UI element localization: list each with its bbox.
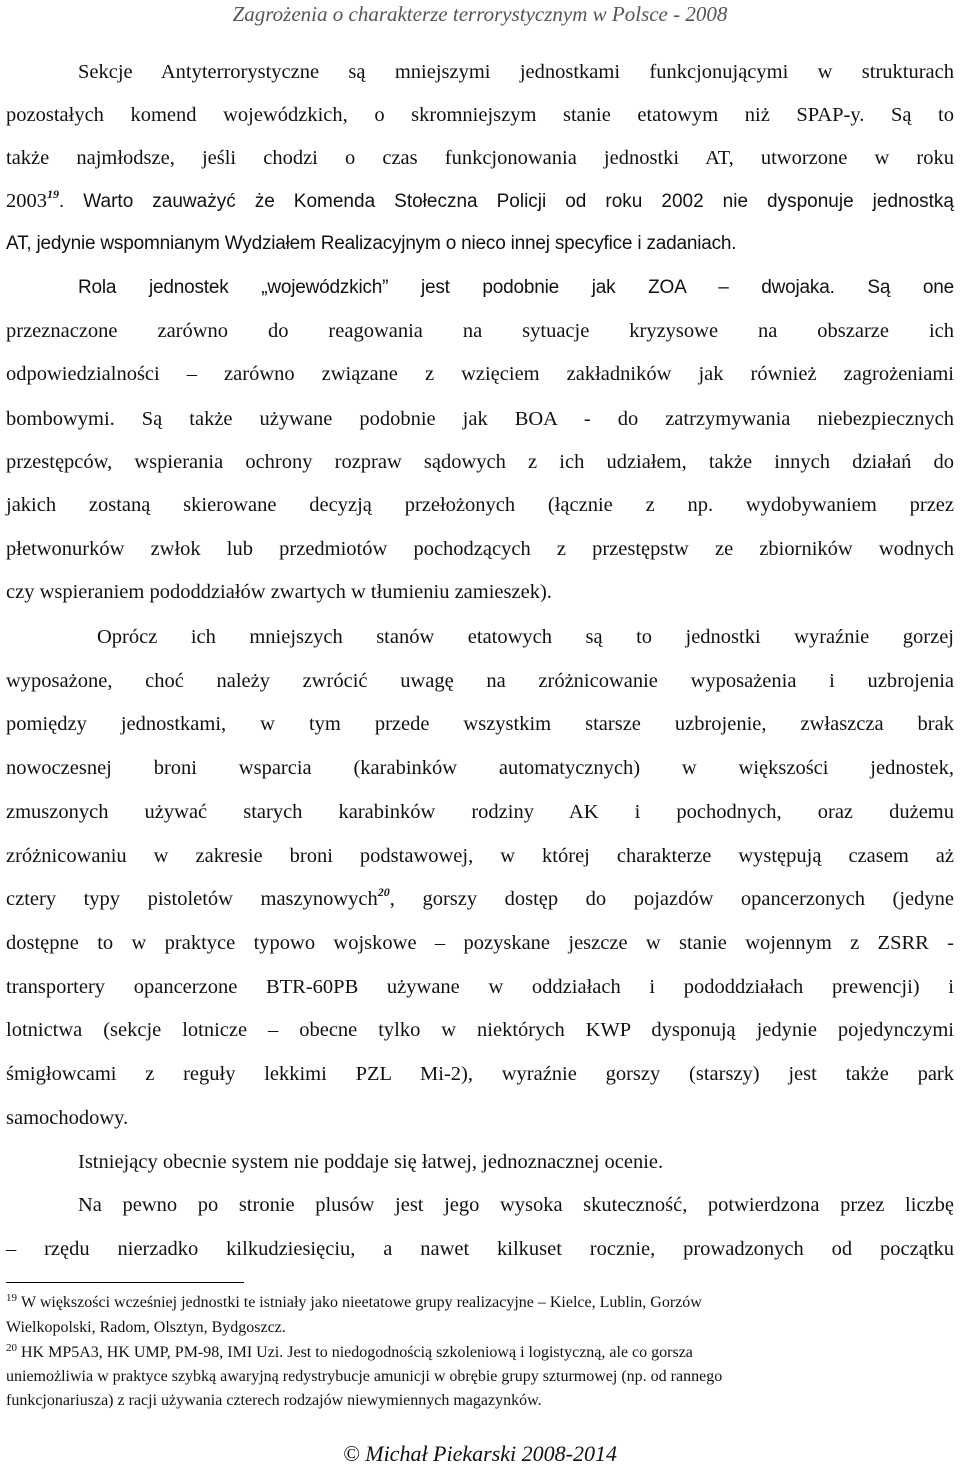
text-line: transportery opancerzone BTR-60PB używane w oddziałach i pododdziałach prewencji) i xyxy=(6,976,954,998)
text-fragment: . Warto zauważyć że Komenda Stołeczna Policji od roku 2002 nie dysponuje jednostką xyxy=(59,191,954,212)
footnote-20 xyxy=(6,1343,954,1363)
running-header: Zagrożenia o charakterze terrorystycznym w Polsce - 2008 xyxy=(232,2,728,26)
footnote-separator xyxy=(6,1282,244,1283)
footnote-ref-19: 19 xyxy=(47,187,59,201)
text-line: lotnictwa (sekcje lotnicze – obecne tylko w niektórych KWP dysponują jedynie pojedynczymi xyxy=(6,1019,954,1041)
copyright-footer: © Michał Piekarski 2008-2014 xyxy=(343,1441,617,1466)
text-line xyxy=(6,887,954,911)
text-line: dostępne to w praktyce typowo wojskowe – pozyskane jeszcze w stanie wojennym z ZSRR - xyxy=(6,932,954,954)
footnote-19-cont: Wielkopolski, Radom, Olsztyn, Bydgoszcz. xyxy=(6,1319,286,1336)
text-line: przeznaczone zarówno do reagowania na sytuacje kryzysowe na obszarze ich xyxy=(6,320,954,342)
text-line: czy wspieraniem pododdziałów zwartych w tłumieniu zamieszek). xyxy=(6,581,552,603)
text-line: samochodowy. xyxy=(6,1107,129,1129)
text-line: Rola jednostek „wojewódzkich” jest podobnie jak ZOA – dwojaka. Są one xyxy=(78,277,954,298)
text-line: Na pewno po stronie plusów jest jego wysoka skuteczność, potwierdzona przez liczbę xyxy=(78,1194,954,1216)
text-line: pomiędzy jednostkami, w tym przede wszystkim starsze uzbrojenie, zwłaszcza brak xyxy=(6,713,954,735)
text-line: wyposażone, choć należy zwrócić uwagę na zróżnicowanie wyposażenia i uzbrojenia xyxy=(6,670,954,692)
text-line: Istniejący obecnie system nie poddaje się łatwej, jednoznacznej ocenie. xyxy=(78,1151,664,1173)
footnote-number: 19 xyxy=(6,1292,17,1304)
footnote-20-cont: funkcjonariusza) z racji używania czterech rodzajów niewymiennych magazynków. xyxy=(6,1392,542,1409)
text-line: pozostałych komend wojewódzkich, o skromniejszym stanie etatowym niż SPAP-y. Są to xyxy=(6,104,954,126)
text-line: zróżnicowaniu w zakresie broni podstawowej, w której charakterze występują czasem aż xyxy=(6,845,954,867)
text-line: także najmłodsze, jeśli chodzi o czas funkcjonowania jednostki AT, utworzone w roku xyxy=(6,147,954,169)
footnote-19 xyxy=(6,1293,954,1313)
footnote-ref-20: 20 xyxy=(377,885,390,899)
text-line: Oprócz ich mniejszych stanów etatowych są to jednostki wyraźnie gorzej xyxy=(97,626,954,648)
text-line: jakich zostaną skierowane decyzją przełożonych (łącznie z np. wydobywaniem przez xyxy=(6,494,954,516)
footnote-text: HK MP5A3, HK UMP, PM-98, IMI Uzi. Jest to niedogodnością szkoleniową i logistyczną, ale co gorsza xyxy=(21,1344,693,1361)
text-line: bombowymi. Są także używane podobnie jak BOA - do zatrzymywania niebezpiecznych xyxy=(6,408,954,430)
text-line: – rzędu nierzadko kilkudziesięciu, a nawet kilkuset rocznie, prowadzonych od początku xyxy=(6,1238,954,1260)
text-line: Sekcje Antyterrorystyczne są mniejszymi jednostkami funkcjonującymi w strukturach xyxy=(78,61,954,83)
text-line: odpowiedzialności – zarówno związane z wzięciem zakładników jak również zagrożeniami xyxy=(6,363,954,385)
text-line: AT, jedynie wspomnianym Wydziałem Realizacyjnym o nieco innej specyfice i zadaniach. xyxy=(6,233,737,254)
text-fragment: , gorszy dostęp do pojazdów opancerzonych (jedyne xyxy=(389,888,955,910)
text-fragment: 2003 xyxy=(6,190,47,212)
text-fragment: cztery typy pistoletów maszynowych xyxy=(6,888,378,910)
text-line: zmuszonych używać starych karabinków rodziny AK i pochodnych, oraz dużemu xyxy=(6,801,954,823)
footnote-number: 20 xyxy=(6,1342,17,1354)
text-line: nowoczesnej broni wsparcia (karabinków automatycznych) w większości jednostek, xyxy=(6,757,954,779)
footnote-20-cont: uniemożliwia w praktyce szybką awaryjną redystrybucje amunicji w obrębie grupy szturmowej (np. od rannego xyxy=(6,1368,723,1385)
text-line: przestępców, wspierania ochrony rozpraw sądowych z ich udziałem, także innych działań do xyxy=(6,451,954,473)
text-line: płetwonurków zwłok lub przedmiotów pochodzących z przestępstw ze zbiorników wodnych xyxy=(6,538,954,560)
text-line xyxy=(6,189,954,214)
footnote-text: W większości wcześniej jednostki te istniały jako nieetatowe grupy realizacyjne – Kielce, Lublin, Gorzów xyxy=(21,1294,702,1311)
text-line: śmigłowcami z reguły lekkimi PZL Mi-2), wyraźnie gorszy (starszy) jest także park xyxy=(6,1063,954,1085)
